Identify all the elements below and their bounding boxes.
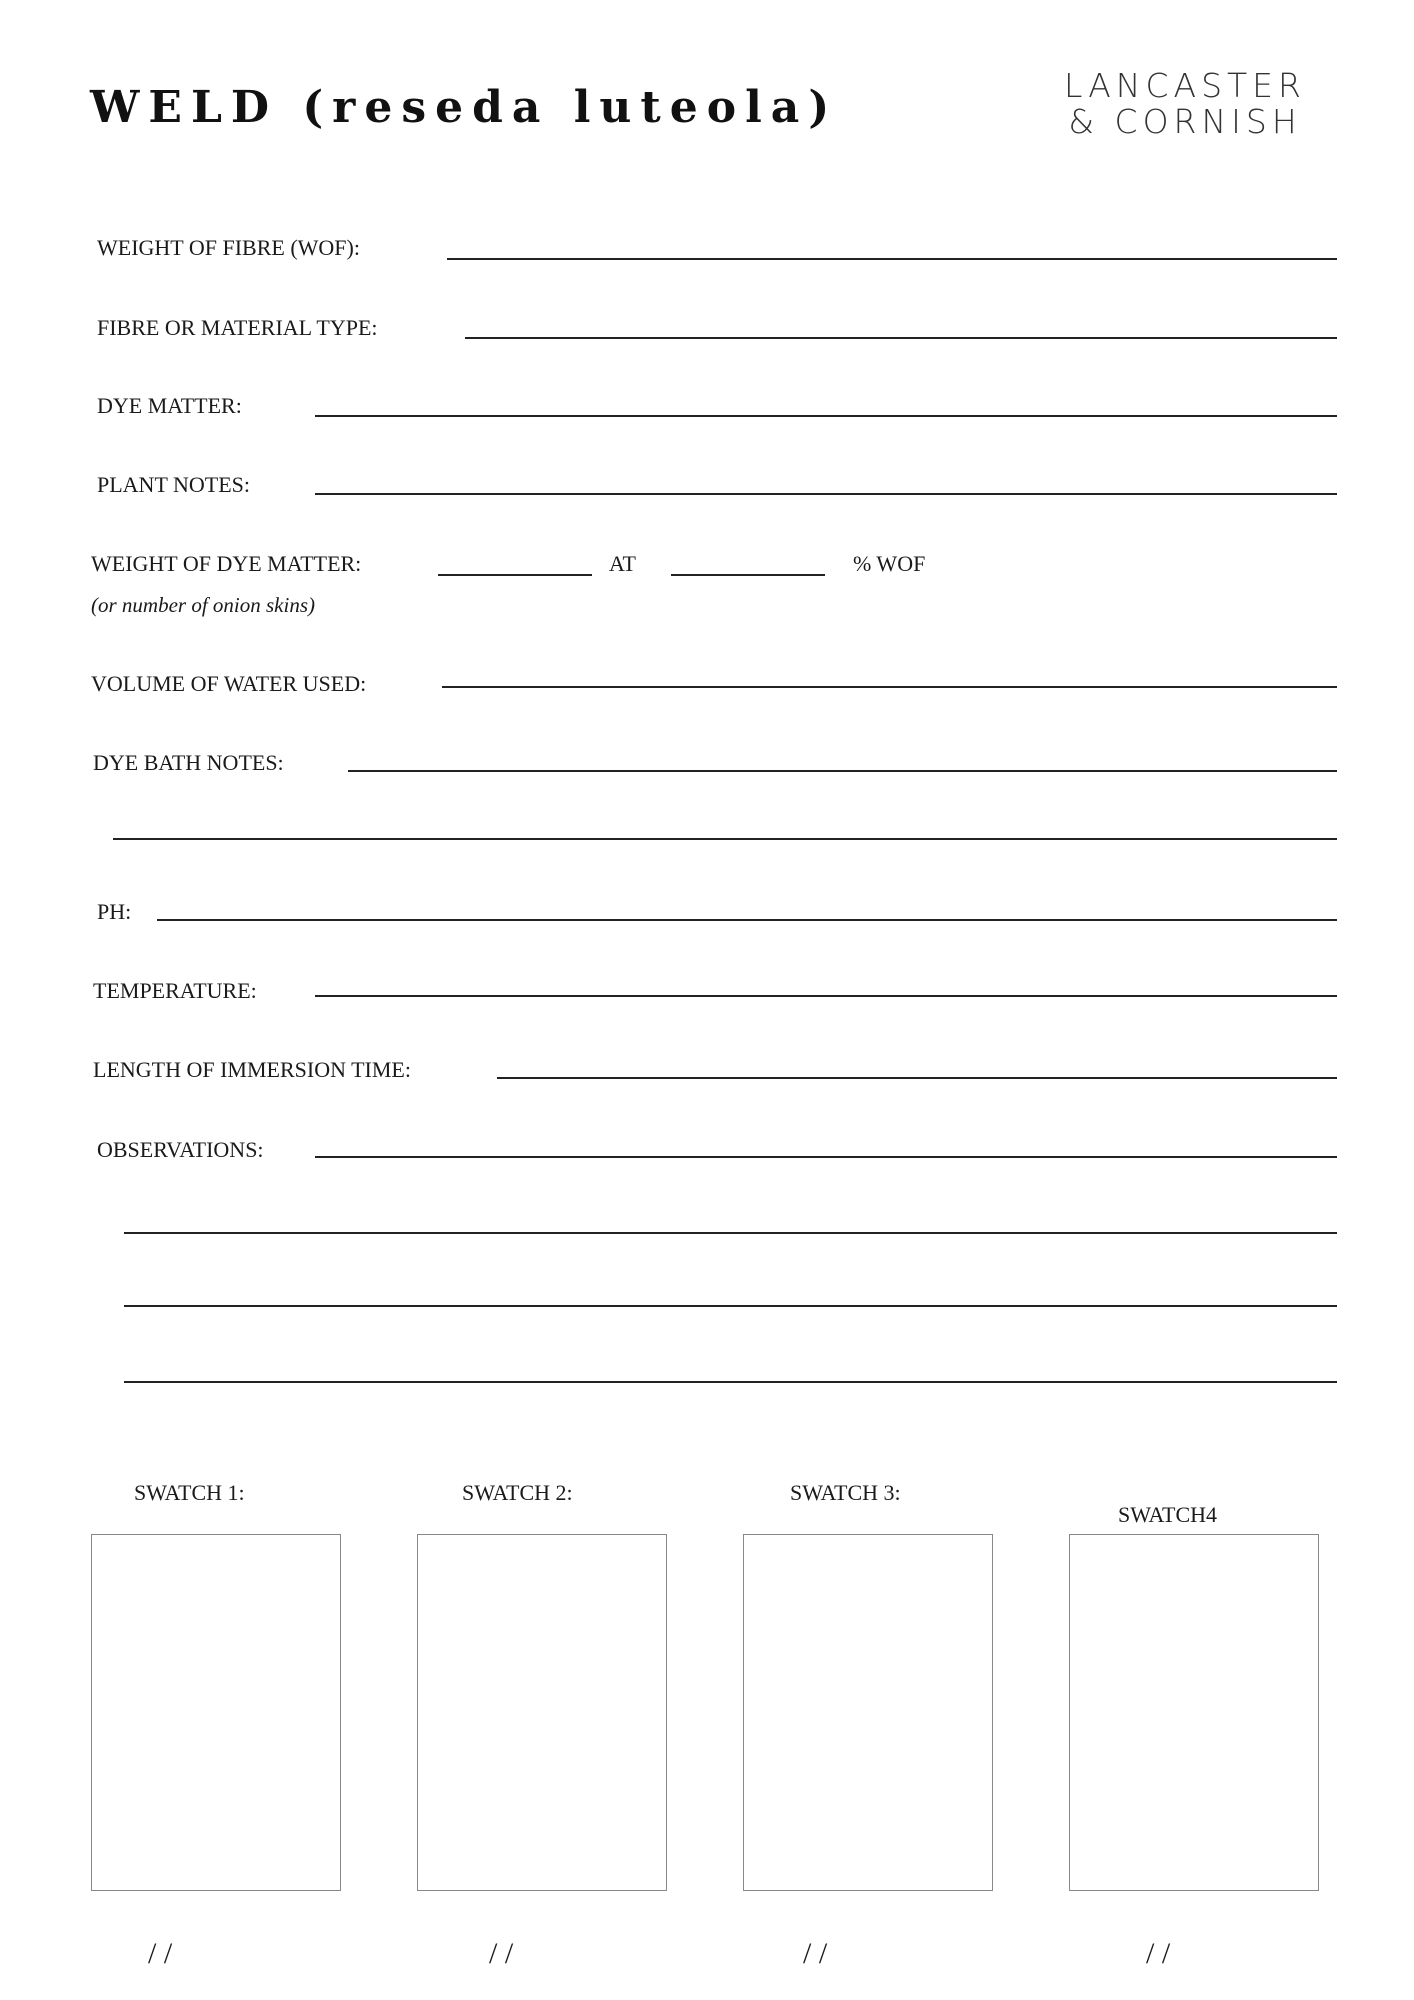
onion-skins-note: (or number of onion skins) — [91, 593, 315, 617]
dye-matter-label: DYE MATTER: — [97, 393, 242, 418]
plant-notes-field[interactable] — [315, 493, 1337, 495]
dye-bath-notes-field[interactable] — [348, 770, 1337, 772]
ph-field[interactable] — [157, 919, 1337, 921]
observations-field-line-3[interactable] — [124, 1305, 1337, 1307]
swatch-2-label: SWATCH 2: — [462, 1480, 573, 1505]
observations-field-line-2[interactable] — [124, 1232, 1337, 1234]
weight-of-fibre-field[interactable] — [447, 258, 1337, 260]
swatch-2-date[interactable]: / / — [489, 1937, 514, 1970]
logo-line-1: LANCASTER — [1064, 66, 1306, 105]
plant-notes-label: PLANT NOTES: — [97, 472, 250, 497]
weight-of-dye-matter-label: WEIGHT OF DYE MATTER: — [91, 551, 362, 576]
swatch-2-box[interactable] — [417, 1534, 667, 1891]
at-label: AT — [609, 551, 636, 576]
swatch-4-date[interactable]: / / — [1146, 1937, 1171, 1970]
temperature-field[interactable] — [315, 995, 1337, 997]
volume-of-water-label: VOLUME OF WATER USED: — [91, 671, 367, 696]
percent-wof-field[interactable] — [671, 574, 825, 576]
swatch-3-label: SWATCH 3: — [790, 1480, 901, 1505]
fibre-type-label: FIBRE OR MATERIAL TYPE: — [97, 315, 378, 340]
swatch-1-date[interactable]: / / — [148, 1937, 173, 1970]
dye-bath-notes-field-line-2[interactable] — [113, 838, 1337, 840]
logo-line-2: & CORNISH — [1068, 102, 1302, 141]
weight-of-fibre-label: WEIGHT OF FIBRE (WOF): — [97, 235, 360, 260]
temperature-label: TEMPERATURE: — [93, 978, 257, 1003]
page-title: WELD (reseda luteola) — [90, 82, 839, 133]
observations-field[interactable] — [315, 1156, 1337, 1158]
swatch-3-date[interactable]: / / — [803, 1937, 828, 1970]
volume-of-water-field[interactable] — [442, 686, 1337, 688]
ph-label: PH: — [97, 899, 132, 924]
fibre-type-field[interactable] — [465, 337, 1337, 339]
swatch-3-box[interactable] — [743, 1534, 993, 1891]
brand-logo — [1040, 68, 1330, 140]
immersion-time-label: LENGTH OF IMMERSION TIME: — [93, 1057, 411, 1082]
swatch-1-label: SWATCH 1: — [134, 1480, 245, 1505]
dye-bath-notes-label: DYE BATH NOTES: — [93, 750, 284, 775]
observations-field-line-4[interactable] — [124, 1381, 1337, 1383]
swatch-4-label: SWATCH4 — [1118, 1502, 1218, 1527]
immersion-time-field[interactable] — [497, 1077, 1337, 1079]
dye-matter-field[interactable] — [315, 415, 1337, 417]
weight-of-dye-matter-field[interactable] — [438, 574, 592, 576]
percent-wof-label: % WOF — [853, 551, 926, 576]
swatch-4-box[interactable] — [1069, 1534, 1319, 1891]
swatch-1-box[interactable] — [91, 1534, 341, 1891]
observations-label: OBSERVATIONS: — [97, 1137, 264, 1162]
